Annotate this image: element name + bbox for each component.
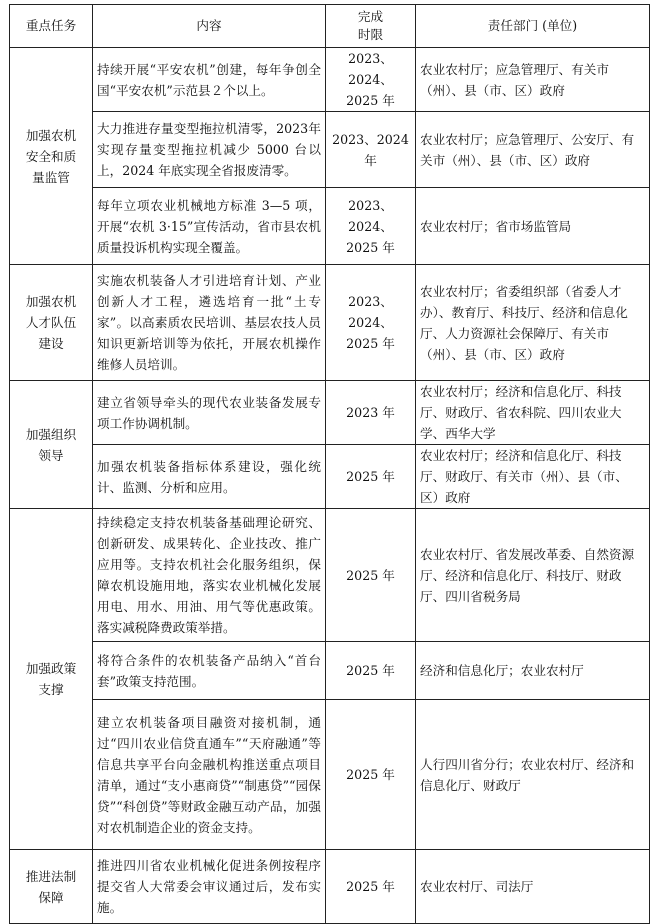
table-row <box>10 509 650 642</box>
time-cell: 2023、2024、 2025 年 <box>326 48 416 112</box>
time-cell: 2025 年 <box>326 445 416 509</box>
time-cell: 2023、2024、 2025 年 <box>326 188 416 265</box>
content-cell: 大力推进存量变型拖拉机清零，2023年实现存量变型拖拉机减少 5000 台以上，2024 年底实现全省报废清零。 <box>93 112 326 188</box>
table-row <box>10 381 650 445</box>
task-table <box>9 4 650 924</box>
content-cell: 持续稳定支持农机装备基础理论研究、创新研发、成果转化、企业技改、推广应用等。支持农机社会化服务组织，保障农机设施用地，落实农业机械化发展用电、用水、用油、用气等优惠政策。落实减税降费政策举措。 <box>93 509 326 642</box>
time-cell: 2023、2024 年 <box>326 112 416 188</box>
task-cell: 加强农机 安全和质 量监管 <box>10 48 93 265</box>
time-cell: 2023 年 <box>326 381 416 445</box>
time-cell: 2025 年 <box>326 850 416 924</box>
time-cell: 2025 年 <box>326 509 416 642</box>
content-cell: 建立农机装备项目融资对接机制，通过“四川农业信贷直通车”“天府融通”等信息共享平台向金融机构推送重点项目清单，通过“支小惠商贷”“制惠贷”“园保贷”“科创贷”等财政金融互动产品，加强对农机制造企业的资金支持。 <box>93 700 326 850</box>
table-row <box>10 48 650 112</box>
task-cell: 加强组织 领导 <box>10 381 93 509</box>
time-cell: 2023、2024、 2025 年 <box>326 265 416 381</box>
task-cell: 加强农机 人才队伍 建设 <box>10 265 93 381</box>
table-row <box>10 642 650 700</box>
content-cell: 加强农机装备指标体系建设，强化统计、监测、分析和应用。 <box>93 445 326 509</box>
time-cell: 2025 年 <box>326 642 416 700</box>
dept-cell: 农业农村厅；应急管理厅、公安厅、有关市（州）、县（市、区）政府 <box>416 112 650 188</box>
header-dept: 责任部门 (单位) <box>416 5 650 48</box>
time-cell: 2025 年 <box>326 700 416 850</box>
content-cell: 将符合条件的农机装备产品纳入“首台套”政策支持范围。 <box>93 642 326 700</box>
table-row <box>10 700 650 850</box>
task-cell: 加强政策 支撑 <box>10 509 93 850</box>
content-cell: 实施农机装备人才引进培育计划、产业创新人才工程，遴选培育一批“土专家”。以高素质农民培训、基层农技人员知识更新培训等为依托，开展农机操作维修人员培训。 <box>93 265 326 381</box>
content-cell: 推进四川省农业机械化促进条例按程序提交省人大常委会审议通过后，发布实施。 <box>93 850 326 924</box>
table-row <box>10 112 650 188</box>
content-cell: 建立省领导牵头的现代农业装备发展专项工作协调机制。 <box>93 381 326 445</box>
dept-cell: 经济和信息化厅；农业农村厅 <box>416 642 650 700</box>
content-cell: 持续开展“平安农机”创建，每年争创全国“平安农机”示范县２个以上。 <box>93 48 326 112</box>
dept-cell: 农业农村厅；省委组织部（省委人才办）、教育厅、科技厅、经济和信息化厅、人力资源社会保障厅、有关市（州）、县（市、区）政府 <box>416 265 650 381</box>
content-cell: 每年立项农业机械地方标准 3—5 项，开展“农机 3·15”宣传活动，省市县农机质量投诉机构实现全覆盖。 <box>93 188 326 265</box>
dept-cell: 农业农村厅、司法厅 <box>416 850 650 924</box>
dept-cell: 农业农村厅；经济和信息化厅、科技厅、财政厅、省农科院、四川农业大学、西华大学 <box>416 381 650 445</box>
header-row <box>10 5 650 48</box>
dept-cell: 人行四川省分行；农业农村厅、经济和信息化厅、财政厅 <box>416 700 650 850</box>
table-row <box>10 850 650 924</box>
dept-cell: 农业农村厅；省市场监管局 <box>416 188 650 265</box>
table-row <box>10 265 650 381</box>
header-time: 完成 时限 <box>326 5 416 48</box>
dept-cell: 农业农村厅、省发展改革委、自然资源厅、经济和信息化厅、科技厅、财政厅、四川省税务局 <box>416 509 650 642</box>
dept-cell: 农业农村厅；应急管理厅、有关市（州）、县（市、区）政府 <box>416 48 650 112</box>
header-task: 重点任务 <box>10 5 93 48</box>
task-cell: 推进法制 保障 <box>10 850 93 924</box>
header-content: 内容 <box>93 5 326 48</box>
table-row <box>10 445 650 509</box>
dept-cell: 农业农村厅；经济和信息化厅、科技厅、财政厅、有关市（州）、县（市、区）政府 <box>416 445 650 509</box>
table-row <box>10 188 650 265</box>
